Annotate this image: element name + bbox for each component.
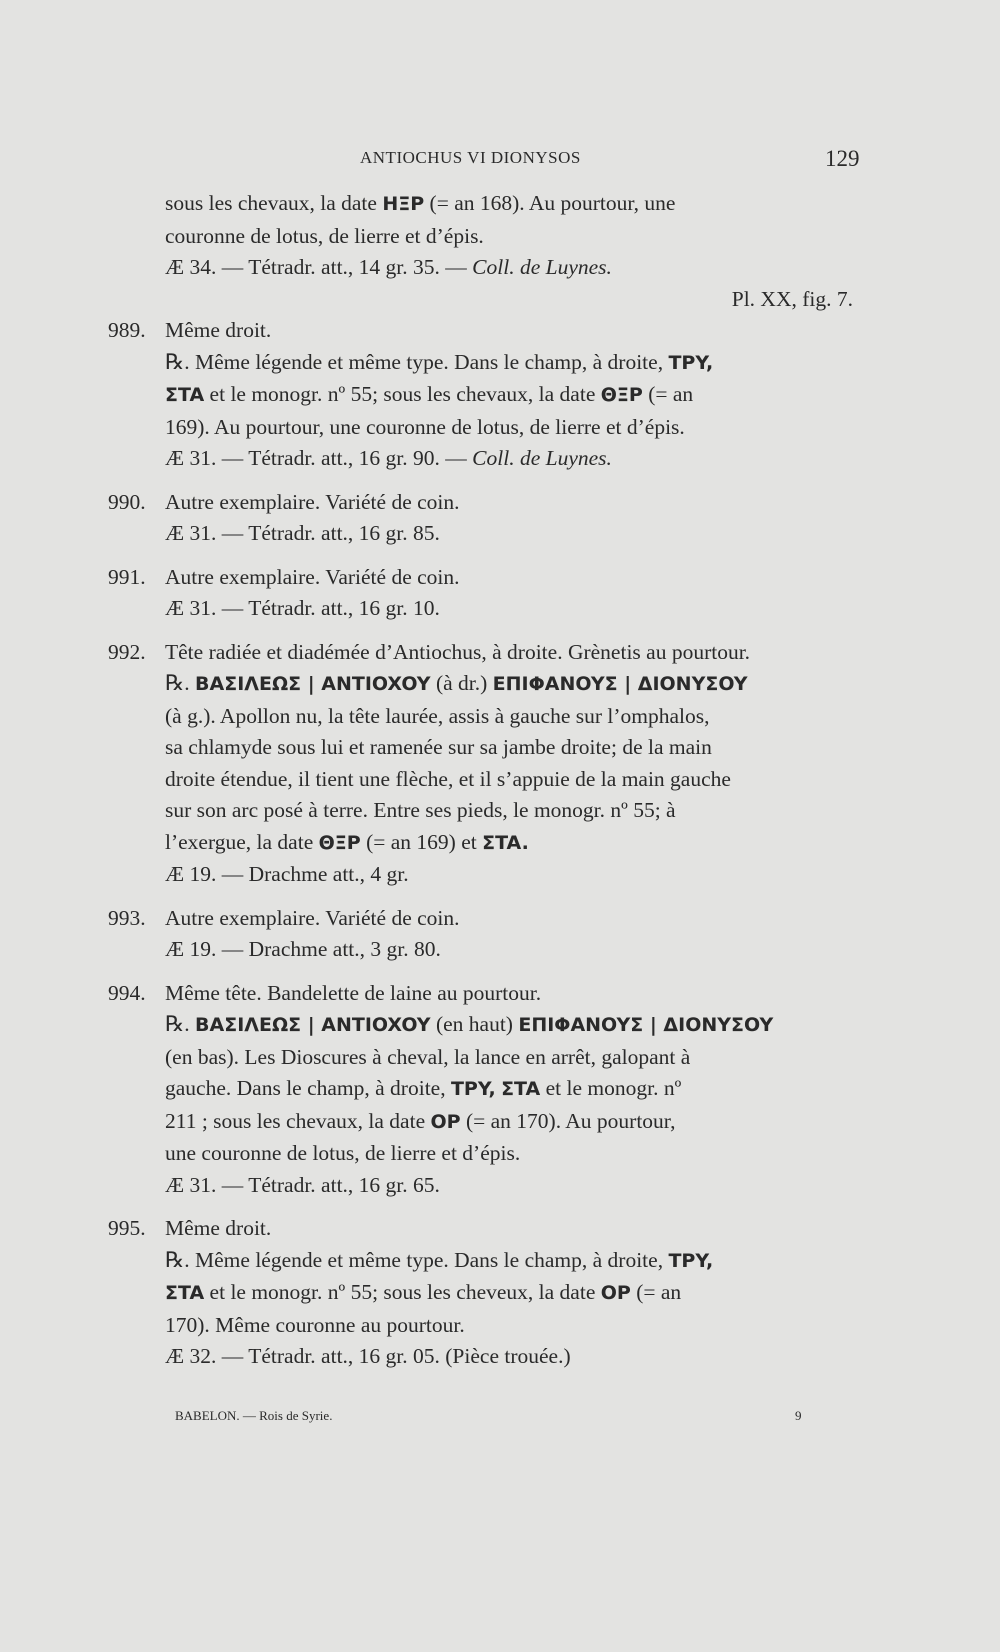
entry-number: 990. bbox=[108, 489, 146, 514]
catalogue-entry-993 bbox=[108, 903, 853, 966]
entry-number: 989. bbox=[108, 318, 146, 342]
weight-line: Æ 32. — Tétradr. att., 16 gr. 05. (Pièce trouée.) bbox=[165, 1344, 571, 1368]
entry-head: 989. Même droit. bbox=[108, 315, 853, 347]
reverse-line: ΣTA et le monogr. nº 55; sous les cheveux, la date OP (= an bbox=[165, 1280, 682, 1304]
entry-head: 990. Autre exemplaire. Variété de coin. bbox=[108, 487, 853, 519]
entry-head: 991. Autre exemplaire. Variété de coin. bbox=[108, 562, 853, 594]
catalogue-body bbox=[108, 188, 853, 1373]
catalogue-entry-991 bbox=[108, 562, 853, 625]
reverse-line: ΣTA et le monogr. nº 55; sous les chevaux, la date ΘΞP (= an bbox=[165, 382, 694, 406]
text-line: sous les chevaux, la date HΞP (= an 168). Au pourtour, une bbox=[165, 191, 676, 215]
reverse-line: l’exergue, la date ΘΞP (= an 169) et ΣTA. bbox=[165, 829, 529, 854]
entry-number: 992. bbox=[108, 639, 146, 664]
page-header bbox=[0, 148, 1000, 178]
catalogue-entry-995 bbox=[108, 1213, 853, 1373]
reverse-line: droite étendue, il tient une flèche, et il s’appuie de la main gauche bbox=[165, 766, 731, 791]
catalogue-entry-992 bbox=[108, 637, 853, 891]
reverse-line: ℞. Même légende et même type. Dans le champ, à droite, TPY, bbox=[165, 349, 714, 374]
entry-number: 995. bbox=[108, 1216, 146, 1240]
text-line: couronne de lotus, de lierre et d’épis. bbox=[165, 223, 484, 248]
reverse-line: ℞. BAΣIΛEΩΣ | ANTIOXOY (en haut) EΠIΦANOYΣ | ΔIONYΣOY bbox=[165, 1012, 774, 1036]
weight-line: Æ 31. — Tétradr. att., 16 gr. 65. bbox=[165, 1172, 440, 1197]
entry-continuation bbox=[108, 188, 853, 315]
reverse-line: gauche. Dans le champ, à droite, TPY, ΣTA et le monogr. nº bbox=[165, 1076, 682, 1100]
weight-line: Æ 31. — Tétradr. att., 16 gr. 90. — Coll. de Luynes. bbox=[165, 446, 612, 470]
page-number: 129 bbox=[825, 146, 860, 171]
weight-line: Æ 19. — Drachme att., 4 gr. bbox=[165, 862, 409, 886]
running-title: ANTIOCHUS VI DIONYSOS bbox=[360, 148, 581, 167]
reverse-line: une couronne de lotus, de lierre et d’épis. bbox=[165, 1141, 521, 1165]
entry-head: 993. Autre exemplaire. Variété de coin. bbox=[108, 903, 853, 935]
plate-reference: Pl. XX, fig. 7. bbox=[731, 286, 853, 311]
signature-mark: 9 bbox=[795, 1408, 802, 1423]
entry-number: 993. bbox=[108, 905, 146, 930]
reverse-line: sur son arc posé à terre. Entre ses pieds, le monogr. nº 55; à bbox=[165, 798, 676, 822]
reverse-line: sa chlamyde sous lui et ramenée sur sa jambe droite; de la main bbox=[165, 735, 712, 759]
weight-line: Æ 19. — Drachme att., 3 gr. 80. bbox=[165, 937, 441, 961]
entry-head: 992. Tête radiée et diadémée d’Antiochus, à droite. Grènetis au pourtour. bbox=[108, 637, 853, 669]
weight-line: Æ 31. — Tétradr. att., 16 gr. 85. bbox=[165, 521, 440, 545]
reverse-line: (en bas). Les Dioscures à cheval, la lance en arrêt, galopant à bbox=[165, 1044, 691, 1069]
catalogue-entry-994 bbox=[108, 978, 853, 1202]
entry-number: 991. bbox=[108, 564, 146, 589]
page-footer bbox=[175, 1408, 815, 1424]
reverse-line: 170). Même couronne au pourtour. bbox=[165, 1312, 465, 1337]
entry-head: 995. Même droit. bbox=[108, 1213, 853, 1245]
reverse-line: ℞. BAΣIΛEΩΣ | ANTIOXOY (à dr.) EΠIΦANOYΣ | ΔIONYΣOY bbox=[165, 671, 748, 695]
reverse-line: (à g.). Apollon nu, la tête laurée, assis à gauche sur l’omphalos, bbox=[165, 703, 710, 728]
entry-number: 994. bbox=[108, 980, 146, 1005]
catalogue-entry-989 bbox=[108, 315, 853, 475]
weight-line: Æ 31. — Tétradr. att., 16 gr. 10. bbox=[165, 596, 440, 620]
catalogue-entry-990 bbox=[108, 487, 853, 550]
reverse-line: 211 ; sous les chevaux, la date OP (= an 170). Au pourtour, bbox=[165, 1108, 676, 1133]
weight-line: Æ 34. — Tétradr. att., 14 gr. 35. — Coll. de Luynes. bbox=[165, 255, 612, 279]
reverse-line: ℞. Même légende et même type. Dans le champ, à droite, TPY, bbox=[165, 1247, 714, 1272]
footer-signature: BABELON. — Rois de Syrie. bbox=[175, 1408, 333, 1423]
entry-head: 994. Même tête. Bandelette de laine au pourtour. bbox=[108, 978, 853, 1010]
reverse-line: 169). Au pourtour, une couronne de lotus, de lierre et d’épis. bbox=[165, 414, 685, 439]
